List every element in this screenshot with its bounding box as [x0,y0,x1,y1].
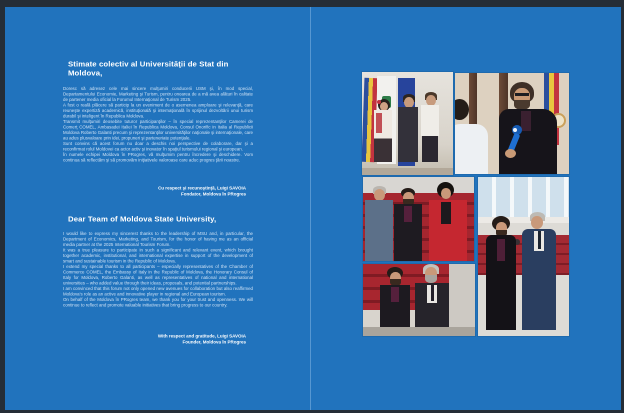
purple-shirt [391,287,399,302]
dark-scarf [441,202,451,224]
english-letter-heading: Dear Team of Moldova State University, [68,215,217,224]
floor [363,327,475,336]
foreground-person-shoulder [455,124,488,174]
letter-text-column [63,57,253,345]
paragraph: I extend my special thanks to all participants – especially representatives of the Chamber of Commerce COMEL, the Embassy of Italy in the Republic of Moldova, the Honorary Consul of Italy for Moldova, Roberto Galanti, as well as representatives of national and international universities – who added value through their ideas, proposals, and potential partnerships. [63,264,253,286]
letter-page [5,7,621,410]
tie [431,285,434,301]
photo-delegation-with-flags [362,72,453,175]
photo-two-men-auditorium [363,264,475,336]
paragraph: On behalf of the Moldova în PRogres team, we thank you for your trust and openness. We will continue to reflect and promote valuable initiatives that bring progress to our country. [63,297,253,308]
gray-beard [425,275,437,283]
woman-face [441,188,451,199]
paragraph: Doresc să adresez cele mai sincere mulţumiri conducerii USM şi, în mod special, Departamentului Economie, Marketing şi Turism, pentru onoarea de a mă avea alături în calitate de partener media oficial la Forumul Internaţional de Turism 2025. [63,86,253,102]
tie [538,231,541,249]
signature-title: Founder, Moldova în PRogres [182,339,246,345]
romanian-letter-heading: Stimate colectiv al Universităţii de Stat din Moldova, [68,60,229,78]
signature-closing: With respect and gratitude, Luigi SAVOIA [157,333,246,339]
paragraph: A fost o reală plăcere să particip la un eveniment de o asemenea amploare şi relevanţă, care reuneşte expertiză academică, instituţională şi internaţională în sprijinul dezvoltării unui turism durabil şi inteligent în Republica Moldova. [63,102,253,119]
embroidered-shirt [421,105,439,136]
glasses [515,93,529,96]
gray-haired-man-face [531,216,543,229]
side-wall [449,264,475,336]
paragraph: Sunt convins că acest forum nu doar a deschis noi perspective de colaborare, dar şi a reconfirmat rolul Moldovei ca actor activ şi inovator în spaţiul turismului regional şi european. [63,141,253,152]
blue-suit [365,200,393,261]
romanian-letter-body [63,86,253,163]
romanian-signature [63,185,253,197]
paragraph: It was a true pleasure to participate in such a significant and relevant event, which brought together academic, institutional, and international expertise in support of the development of smart and sustainable tourism in the Republic of Moldova. [63,247,253,264]
paragraph: Transmit mulţumiri deosebite tuturor participanţilor – în special reprezentanţilor Camerei de Comerţ COMEL, Ambasadei Italiei în Republica Moldova, Consul Onorific in Italia al Republicii Moldova Roberto Galanti precum şi reprezentanţilor universităţilor naţionale şi internaţionale, care au adus plusvaloare prin idei, propuneri şi parteneriate potenţiale. [63,119,253,141]
microphone-logo [513,128,517,132]
page-fold-divider [310,7,311,410]
signature-closing: Cu respect şi recunoştinţă, Luigi SAVOIA [158,185,246,191]
english-letter-body [63,231,253,308]
bright-windows [478,177,569,217]
photo-microphone-interview [455,73,569,174]
paragraph: În numele echipei Moldova în PRogres, vă mulţumim pentru încredere şi deschidere. Vom continua să reflectăm şi să promovăm iniţiativele valoroase care aduc progres ţării noastre. [63,152,253,163]
purple-shirt [497,239,505,261]
man-dark-outfit [398,107,418,162]
youth-pants [422,136,438,162]
red-sash [376,113,382,133]
paragraph: I would like to express my sincerest thanks to the leadership of MSU and, in particular, the Department of Economics, Marketing, and Tourism, for the honor of having me as an official media partner at the 2025 International Tourism Forum. [63,231,253,247]
english-signature [63,333,253,345]
signature-title: Fondator, Moldova în PRogres [180,191,246,197]
hand [505,149,516,158]
woman-traditional-dress [374,110,392,162]
purple-shirt [521,111,531,131]
paragraph: I am convinced that this forum not only opened new avenues for collaboration but also reaffirmed Moldova's role as an active and innovative player in regional and European tourism. [63,286,253,297]
photo-standing-pair [478,177,569,336]
photo-auditorium-group [363,177,474,261]
floor [362,168,453,175]
purple-shirt [404,206,412,222]
